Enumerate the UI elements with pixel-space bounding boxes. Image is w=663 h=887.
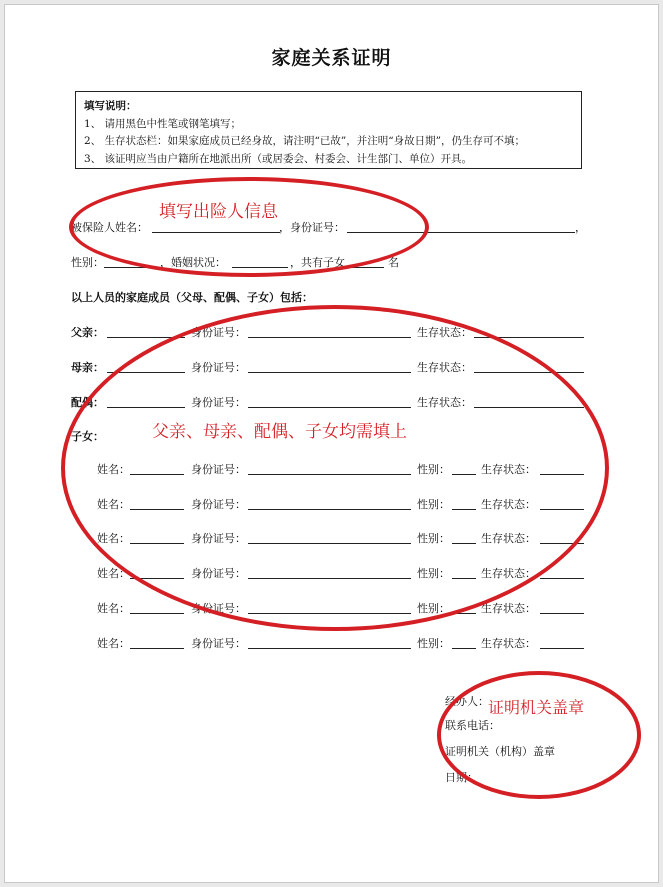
seal-label: 证明机关（机构）盖章 — [445, 745, 555, 758]
instructions-heading: 填写说明： — [84, 100, 137, 112]
id-label: 身份证号： — [191, 497, 246, 511]
gender-label: 性别： — [71, 256, 104, 269]
annotation-ellipse-insured — [69, 177, 429, 277]
child-name-label: 姓名： — [97, 601, 130, 615]
id-label: 身份证号： — [191, 361, 246, 374]
status-label: 生存状态： — [481, 601, 536, 615]
instructions-box — [75, 91, 582, 169]
child-gender-label: 性别： — [417, 601, 450, 615]
relation-label: 父亲： — [71, 326, 104, 339]
date-label: 日期： — [445, 771, 478, 784]
phone-label: 联系电话： — [445, 719, 500, 732]
status-label: 生存状态： — [417, 361, 472, 374]
child-status-field[interactable] — [540, 648, 584, 649]
relation-label: 配偶： — [71, 396, 104, 409]
instruction-item: 1、 请用黑色中性笔或钢笔填写； — [84, 117, 242, 130]
annotation-family-note: 父亲、母亲、配偶、子女均需填上 — [152, 422, 407, 442]
status-label: 生存状态： — [481, 497, 536, 511]
child-name-field[interactable] — [130, 613, 184, 614]
child-name-label: 姓名： — [97, 636, 130, 650]
page-title: 家庭关系证明 — [271, 47, 392, 69]
annotation-ellipse-seal — [437, 671, 641, 799]
id-label: 身份证号： — [191, 601, 246, 615]
status-label: 生存状态： — [481, 636, 536, 650]
children-heading: 子女： — [71, 430, 104, 443]
marital-label: ，婚姻状况： — [160, 256, 226, 269]
child-gender-field[interactable] — [452, 648, 476, 649]
child-status-field[interactable] — [540, 578, 584, 579]
status-label: 生存状态： — [417, 326, 472, 339]
status-label: 生存状态： — [481, 532, 536, 546]
insured-name-label: 被保险人姓名： — [71, 221, 148, 234]
trailing-comma: ， — [575, 221, 586, 234]
instruction-item: 3、 该证明应当由户籍所在地派出所（或居委会、村委会、计生部门、单位）开具。 — [84, 152, 473, 165]
annotation-insured-note: 填写出险人信息 — [159, 202, 278, 222]
handler-label: 经办人： — [445, 695, 489, 708]
insured-id-label: ，身份证号： — [279, 221, 345, 234]
children-count-label: ，共有子女 — [290, 256, 345, 269]
id-label: 身份证号： — [191, 326, 246, 339]
family-heading: 以上人员的家庭成员（父母、配偶、子女）包括： — [71, 291, 313, 304]
child-name-label: 姓名： — [97, 497, 130, 511]
child-name-label: 姓名： — [97, 567, 130, 581]
id-label: 身份证号： — [191, 532, 246, 546]
status-label: 生存状态： — [481, 567, 536, 581]
child-name-label: 姓名： — [97, 463, 130, 476]
child-gender-label: 性别： — [417, 567, 450, 581]
child-gender-label: 性别： — [417, 636, 450, 650]
child-gender-label: 性别： — [417, 532, 450, 546]
document-page — [4, 4, 659, 883]
child-status-field[interactable] — [540, 613, 584, 614]
child-gender-label: 性别： — [417, 497, 450, 511]
id-label: 身份证号： — [191, 463, 246, 476]
child-name-field[interactable] — [130, 648, 184, 649]
instruction-item: 2、 生存状态栏：如果家庭成员已经身故，请注明“已故”，并注明“身故日期”，仍生存可不填； — [84, 135, 525, 147]
child-gender-label: 性别： — [417, 463, 450, 476]
relation-label: 母亲： — [71, 361, 104, 374]
id-label: 身份证号： — [191, 636, 246, 650]
id-label: 身份证号： — [191, 396, 246, 409]
annotation-seal-note: 证明机关盖章 — [488, 698, 585, 717]
status-label: 生存状态： — [417, 396, 472, 409]
id-label: 身份证号： — [191, 567, 246, 581]
children-unit: 名 — [388, 256, 399, 269]
status-label: 生存状态： — [481, 463, 536, 476]
child-name-label: 姓名： — [97, 532, 130, 546]
child-id-field[interactable] — [248, 648, 411, 649]
annotation-ellipse-family — [61, 305, 609, 631]
